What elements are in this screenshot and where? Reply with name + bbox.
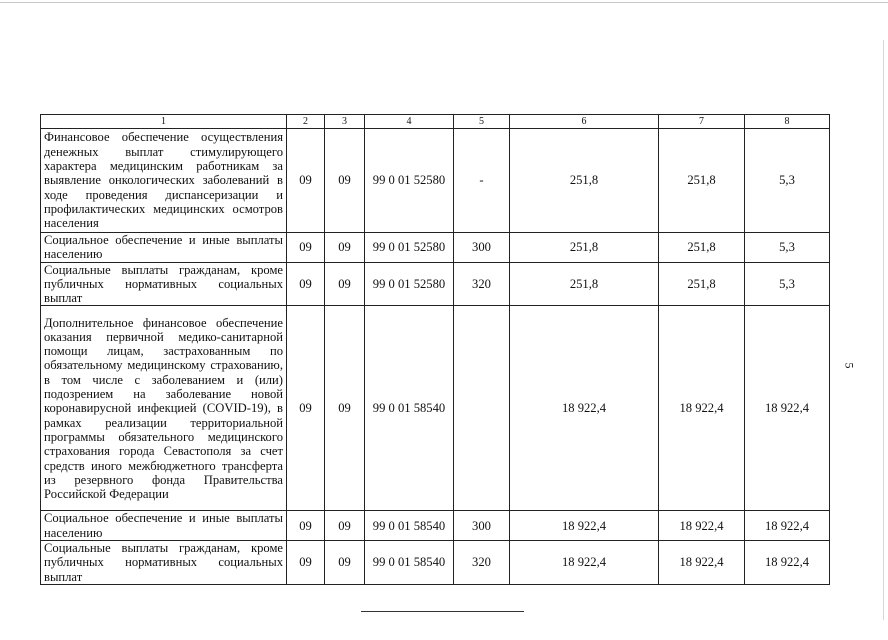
column-number: 5	[454, 115, 510, 129]
section-code: 09	[287, 306, 325, 511]
amount-col6: 18 922,4	[510, 306, 659, 511]
section-code: 09	[287, 541, 325, 585]
subsection-code: 09	[325, 306, 365, 511]
expense-type-code: 320	[454, 541, 510, 585]
subsection-code: 09	[325, 511, 365, 541]
expense-type-code: 300	[454, 511, 510, 541]
row-description: Финансовое обеспечение осуществления денежных выплат стимулирующего характера медицинским работникам за выявление онкологических заболеваний в ходе проведения диспансеризации и профилактических медицинских осмотров населения	[41, 129, 287, 233]
amount-col7: 251,8	[659, 262, 745, 306]
table-row	[41, 306, 830, 511]
column-number: 7	[659, 115, 745, 129]
amount-col6: 251,8	[510, 233, 659, 263]
scan-top-edge	[0, 2, 888, 3]
table-row	[41, 129, 830, 233]
expense-type-code: 300	[454, 233, 510, 263]
expense-type-code	[454, 306, 510, 511]
subsection-code: 09	[325, 262, 365, 306]
amount-col8: 18 922,4	[745, 511, 830, 541]
section-code: 09	[287, 129, 325, 233]
page-number: 5	[842, 362, 857, 369]
column-number: 3	[325, 115, 365, 129]
scan-right-edge	[883, 40, 884, 620]
amount-col8: 18 922,4	[745, 541, 830, 585]
subsection-code: 09	[325, 541, 365, 585]
column-number: 1	[41, 115, 287, 129]
amount-col6: 18 922,4	[510, 541, 659, 585]
amount-col7: 18 922,4	[659, 541, 745, 585]
row-description: Социальные выплаты гражданам, кроме публичных нормативных социальных выплат	[41, 262, 287, 306]
budget-table	[40, 114, 830, 585]
subsection-code: 09	[325, 233, 365, 263]
amount-col6: 251,8	[510, 129, 659, 233]
table-row	[41, 511, 830, 541]
target-article-code: 99 0 01 52580	[365, 262, 454, 306]
section-code: 09	[287, 262, 325, 306]
row-description: Социальные выплаты гражданам, кроме публичных нормативных социальных выплат	[41, 541, 287, 585]
expense-type-code: -	[454, 129, 510, 233]
column-number: 6	[510, 115, 659, 129]
amount-col8: 5,3	[745, 233, 830, 263]
section-code: 09	[287, 233, 325, 263]
amount-col8: 18 922,4	[745, 306, 830, 511]
column-number: 8	[745, 115, 830, 129]
target-article-code: 99 0 01 58540	[365, 541, 454, 585]
target-article-code: 99 0 01 52580	[365, 233, 454, 263]
row-description: Социальное обеспечение и иные выплаты населению	[41, 233, 287, 263]
subsection-code: 09	[325, 129, 365, 233]
amount-col6: 18 922,4	[510, 511, 659, 541]
amount-col8: 5,3	[745, 262, 830, 306]
amount-col7: 251,8	[659, 233, 745, 263]
footer-rule	[361, 611, 524, 612]
section-code: 09	[287, 511, 325, 541]
amount-col7: 251,8	[659, 129, 745, 233]
row-description: Социальное обеспечение и иные выплаты населению	[41, 511, 287, 541]
target-article-code: 99 0 01 58540	[365, 306, 454, 511]
column-number: 2	[287, 115, 325, 129]
target-article-code: 99 0 01 52580	[365, 129, 454, 233]
expense-type-code: 320	[454, 262, 510, 306]
table-row	[41, 541, 830, 585]
row-description: Дополнительное финансовое обеспечение оказания первичной медико-санитарной помощи лицам, застрахованным по обязательному медицинскому страхованию, в том числе с заболеванием и (или) подозрением на заболевание новой коронавирусной инфекцией (COVID-19), в рамках реализации территориальной программы обязательного медицинского страхования города Севастополя за счет средств иного межбюджетного трансферта из резервного фонда Правительства Российской Федерации	[41, 306, 287, 511]
column-number: 4	[365, 115, 454, 129]
amount-col6: 251,8	[510, 262, 659, 306]
table-row	[41, 262, 830, 306]
amount-col8: 5,3	[745, 129, 830, 233]
amount-col7: 18 922,4	[659, 511, 745, 541]
table-header-row	[41, 115, 830, 129]
target-article-code: 99 0 01 58540	[365, 511, 454, 541]
table-row	[41, 233, 830, 263]
amount-col7: 18 922,4	[659, 306, 745, 511]
